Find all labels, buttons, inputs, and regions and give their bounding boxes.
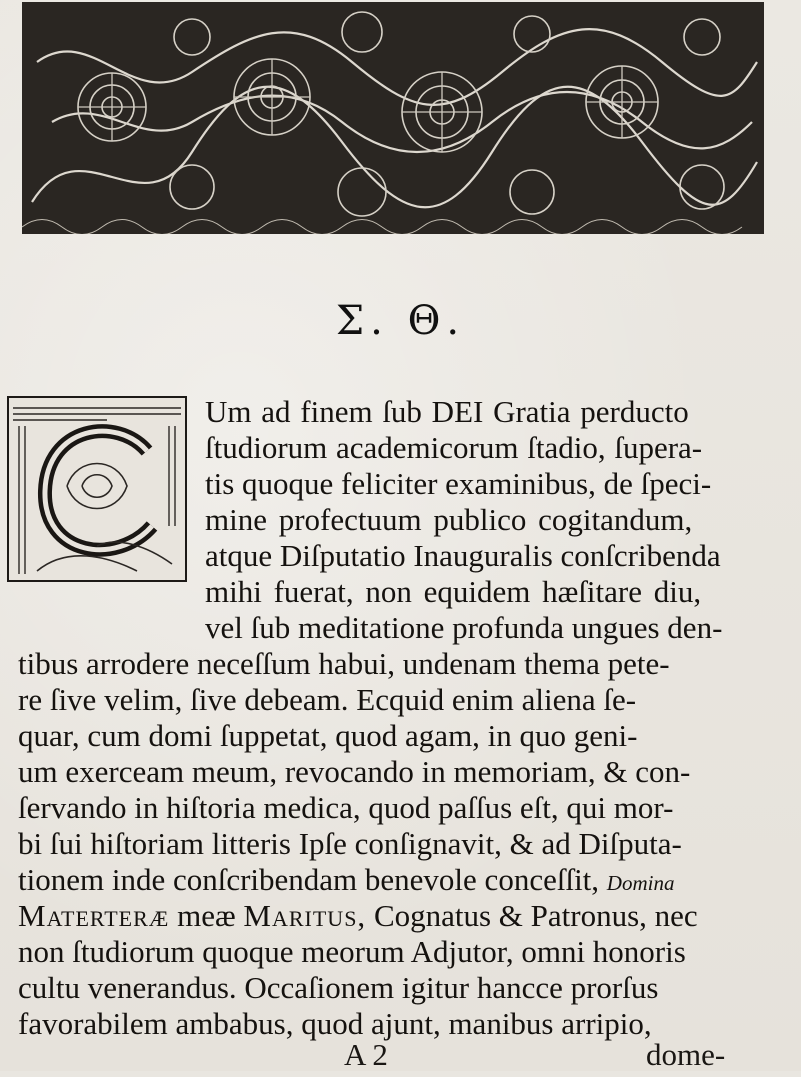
sigla-heading: Σ. Θ.: [335, 298, 466, 344]
smallcaps-word: Materteræ: [18, 898, 170, 933]
text-span: tionem inde conſcribendam benevole conceſſit,: [18, 862, 600, 897]
text-line: um exerceam meum, revocando in memoriam, & con-: [18, 754, 691, 789]
page-footer: [0, 1037, 801, 1077]
text-line: tibus arrodere neceſſum habui, undenam thema pete-: [18, 646, 670, 681]
signature-mark: A 2: [344, 1037, 388, 1072]
text-line: cultu venerandus. Occaſionem igitur hancce prorſus: [18, 970, 659, 1005]
catchword: dome-: [646, 1037, 726, 1072]
text-line: re ſive velim, ſive debeam. Ecquid enim aliena ſe-: [18, 682, 637, 717]
text-line: quar, cum domi ſuppetat, quod agam, in quo geni-: [18, 718, 638, 753]
text-line: atque Diſputatio Inauguralis conſcribenda: [205, 538, 721, 573]
text-line: bi ſui hiſtoriam litteris Ipſe conſignavit, & ad Diſputa-: [18, 826, 682, 861]
italic-word: Domina: [606, 871, 675, 895]
text-line: [18, 863, 674, 900]
text-line: mine profectuum publico cogitandum,: [205, 502, 693, 537]
text-line: [18, 899, 698, 933]
text-line: ſtudiorum academicorum ſtadio, ſupera-: [205, 430, 703, 465]
text-line: tis quoque feliciter examinibus, de ſpeci-: [205, 466, 712, 501]
text-span: meæ: [177, 898, 236, 933]
text-line: vel ſub meditatione profunda ungues den-: [205, 610, 723, 645]
text-line: favorabilem ambabus, quod ajunt, manibus arripio,: [18, 1006, 652, 1041]
text-line: non ſtudiorum quoque meorum Adjutor, omni honoris: [18, 934, 686, 969]
text-line: mihi fuerat, non equidem hæſitare diu,: [205, 574, 702, 609]
text-span: Cognatus & Patronus, nec: [373, 898, 698, 933]
text-line: ſervando in hiſtoria medica, quod paſſus eſt, qui mor-: [18, 790, 674, 825]
smallcaps-word: Maritus,: [243, 898, 367, 933]
text-line: Um ad finem ſub DEI Gratia perducto: [205, 394, 689, 429]
